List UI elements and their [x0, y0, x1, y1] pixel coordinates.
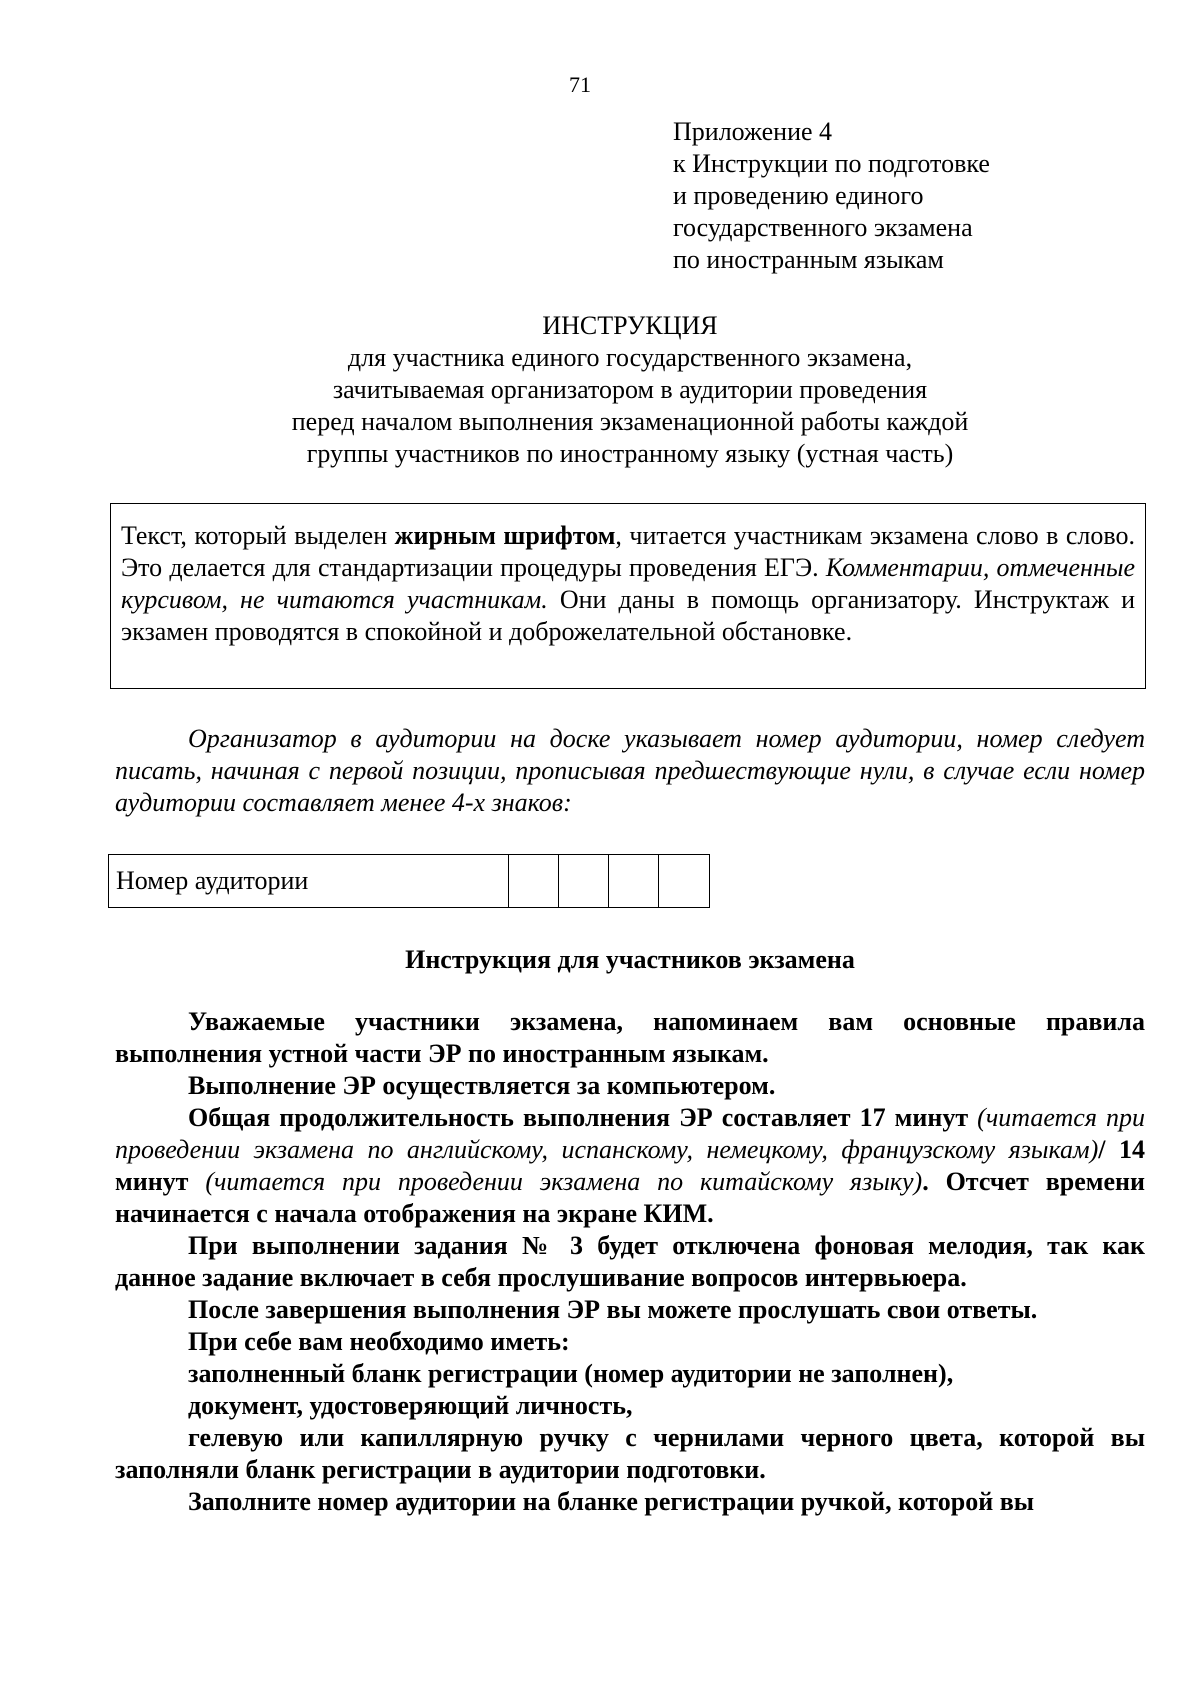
appendix-line: Приложение 4 [673, 117, 833, 146]
section-heading: Инструкция для участников экзамена [405, 945, 855, 974]
title-line: зачитываемая организатором в аудитории проведения [332, 375, 928, 404]
notice-box [110, 503, 1146, 689]
room-number-table [108, 854, 710, 908]
instructions-body [115, 1006, 1145, 1518]
notice-text: , читается участникам экзамена слово в слово. Это делается для стандартизации процедуры проведения ЕГЭ. [121, 521, 1136, 582]
notice-bold-text: жирным шрифтом [394, 521, 616, 550]
appendix-line: государственного экзамена [673, 213, 973, 242]
instruction-paragraph: Уважаемые участники экзамена, напоминаем вам основные правила выполнения устной части ЭР по иностранным языкам. [115, 1007, 1145, 1068]
duration-text: / 14 минут [115, 1135, 1145, 1196]
duration-text: . Отсчет времени начинается с начала отображения на экране КИМ. [115, 1167, 1145, 1228]
duration-comment: (читается при проведении экзамена по английскому, испанскому, немецкому, французскому языкам) [115, 1103, 1145, 1164]
room-number-cell [509, 855, 559, 907]
notice-text: Текст, который выделен [121, 521, 395, 550]
duration-text: Общая продолжительность выполнения ЭР составляет 17 минут [188, 1103, 969, 1132]
notice-text: Они даны в помощь организатору. Инструктаж и экзамен проводятся в спокойной и доброжелательной обстановке. [121, 585, 1135, 646]
appendix-line: и проведению единого [673, 181, 924, 210]
instruction-paragraph: Заполните номер аудитории на бланке регистрации ручкой, которой вы [188, 1487, 1035, 1516]
duration-comment: (читается при проведении экзамена по китайскому языку) [188, 1167, 923, 1196]
room-number-cell [659, 855, 709, 907]
organizer-note: Организатор в аудитории на доске указывает номер аудитории, номер следует писать, начиная с первой позиции, прописывая предшествующие нули, в случае если номер аудитории составляет менее 4-х знаков: [115, 724, 1145, 817]
page-number: 71 [569, 72, 591, 97]
appendix-line: по иностранным языкам [673, 245, 944, 274]
title-line: для участника единого государственного экзамена, [347, 343, 913, 372]
instruction-paragraph: документ, удостоверяющий личность, [188, 1391, 633, 1420]
room-number-cell [559, 855, 609, 907]
title-line: группы участников по иностранному языку (устная часть) [306, 439, 954, 468]
title-heading: ИНСТРУКЦИЯ [542, 311, 718, 340]
title-line: перед началом выполнения экзаменационной работы каждой [291, 407, 969, 436]
instruction-paragraph-duration [115, 1102, 1145, 1230]
instruction-paragraph: Выполнение ЭР осуществляется за компьютером. [188, 1071, 776, 1100]
room-number-cell [609, 855, 659, 907]
instruction-paragraph: При выполнении задания № 3 будет отключена фоновая мелодия, так как данное задание включает в себя прослушивание вопросов интервьюера. [115, 1231, 1145, 1292]
document-title [100, 310, 1160, 470]
instruction-paragraph: При себе вам необходимо иметь: [188, 1327, 570, 1356]
room-number-label: Номер аудитории [109, 855, 509, 907]
instruction-paragraph: гелевую или капиллярную ручку с чернилами черного цвета, которой вы заполняли бланк регистрации в аудитории подготовки. [115, 1423, 1145, 1484]
notice-italic-text: Комментарии, отмеченные курсивом, не читаются участникам. [121, 553, 1135, 614]
appendix-line: к Инструкции по подготовке [673, 149, 990, 178]
instruction-paragraph: заполненный бланк регистрации (номер аудитории не заполнен), [188, 1359, 954, 1388]
instruction-paragraph: После завершения выполнения ЭР вы можете прослушать свои ответы. [188, 1295, 1038, 1324]
appendix-reference [673, 116, 990, 276]
